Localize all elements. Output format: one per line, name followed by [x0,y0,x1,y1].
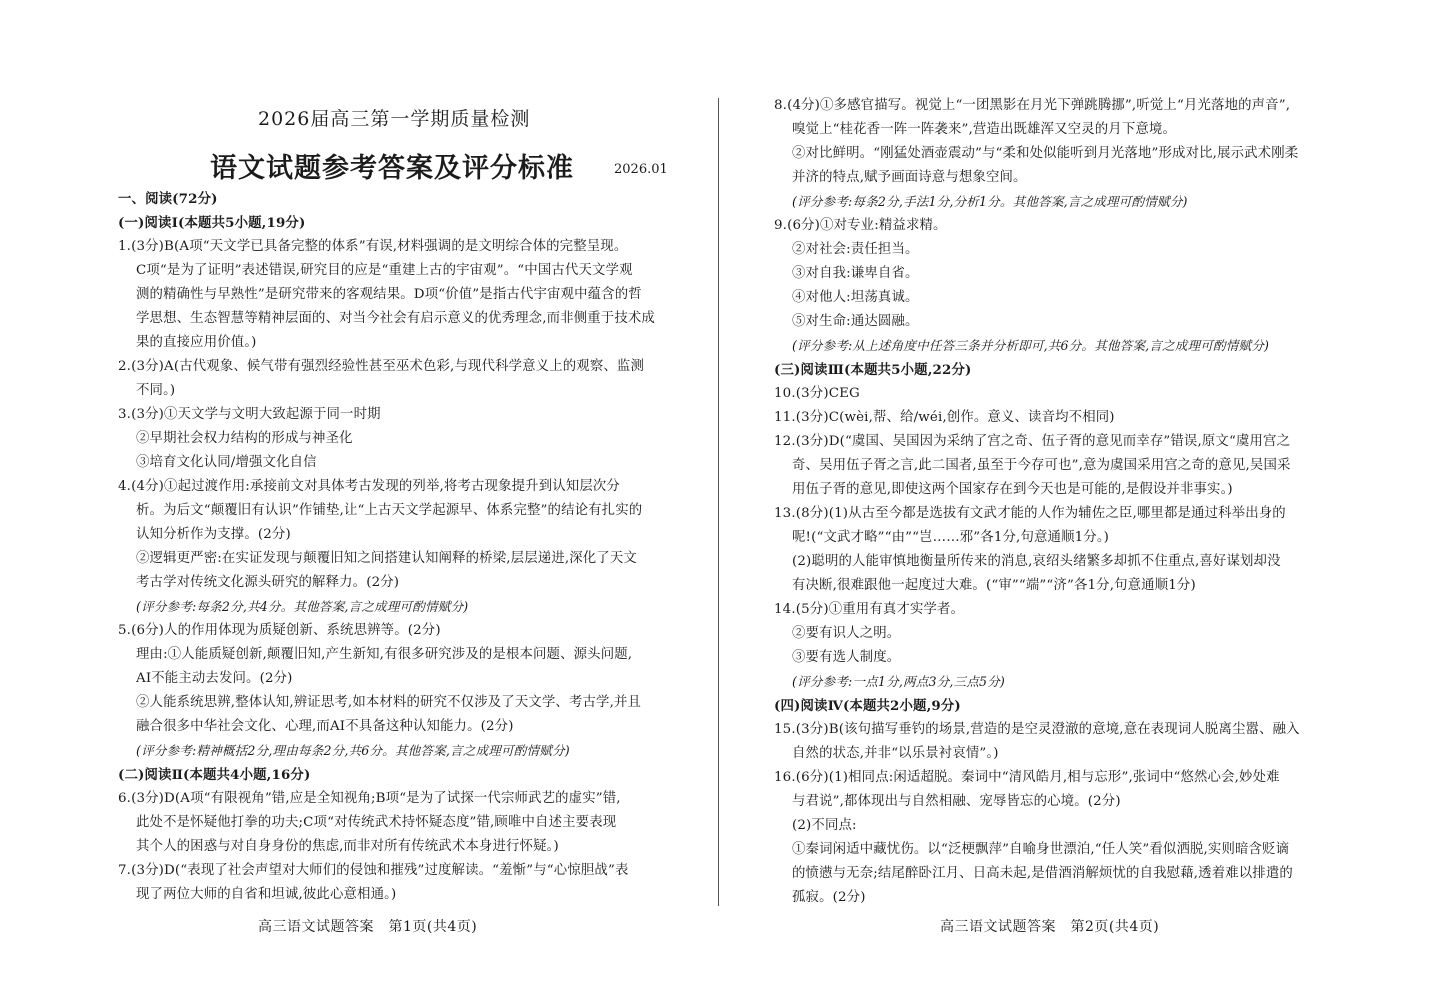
section-heading: 一、阅读(72分) [118,191,218,207]
answer-line: ①秦词闲适中藏忧伤。以“泛梗飘萍”自喻身世漂泊,“任人笑”看似洒脱,实则暗含贬谪 [792,842,1290,857]
subsection-heading: (二)阅读Ⅱ(本题共4小题,16分) [118,767,311,783]
answer-line: 学思想、生态智慧等精神层面的、对当今社会有启示意义的优秀理念,而非侧重于技术成 [136,311,655,326]
answer-line: ④对他人:坦荡真诚。 [792,290,919,305]
answer-line: (2)聪明的人能审慎地衡量所传来的消息,哀绍头绪繁多却抓不住重点,喜好谋划却没 [792,554,1281,569]
answer-line: 9.(6分)①对专业:精益求精。 [774,218,947,233]
answer-line: 7.(3分)D(“表现了社会声望对大师们的侵蚀和摧残”过度解读。“羞惭”与“心惊胆战”表 [118,863,629,878]
document-title: 语文试题参考答案及评分标准 [210,153,574,184]
page-divider [718,98,719,906]
answer-line: 融合很多中华社会文化、心理,而AI不具备这种认知能力。(2分) [136,719,514,734]
answer-line: ②逻辑更严密:在实证发现与颠覆旧知之间搭建认知阐释的桥梁,层层递进,深化了天文 [136,551,637,566]
answer-line: 此处不是怀疑他打拳的功夫;C项“对传统武术持怀疑态度”错,顾唯中自述主要表现 [136,815,617,830]
answer-line: 嗅觉上“桂花香一阵一阵袭来”,营造出既雄浑又空灵的月下意境。 [792,122,1176,137]
answer-line: 5.(6分)人的作用体现为质疑创新、系统思辨等。(2分) [118,623,441,638]
answer-line: 16.(6分)(1)相同点:闲适超脱。秦词中“清风皓月,相与忘形”,张词中“悠然心会,妙处难 [774,770,1280,785]
answer-line: 11.(3分)C(wèi,帮、给/wéi,创作。意义、读音均不相同) [774,410,1115,425]
scoring-note: (评分参考:每条2分,手法1分,分析1分。其他答案,言之成理可酌情赋分) [792,194,1188,209]
answer-line: 不同。) [136,383,176,398]
answer-line: ⑤对生命:通达圆融。 [792,314,919,329]
answer-line: 13.(8分)(1)从古至今都是选拔有文武才能的人作为辅佐之臣,哪里都是通过科举出身的 [774,506,1286,521]
answer-line: ②对比鲜明。“刚猛处酒壶震动”与“柔和处似能听到月光落地”形成对比,展示武术刚柔 [792,146,1299,161]
answer-line: 6.(3分)D(A项“有限视角”错,应是全知视角;B项“是为了试探一代宗师武艺的虚实”错, [118,791,621,806]
answer-line: 析。为后文“颠覆旧有认识”作铺垫,让“上古天文学起源早、体系完整”的结论有扎实的 [136,503,643,518]
scoring-note: (评分参考:每条2分,共4分。其他答案,言之成理可酌情赋分) [136,599,469,614]
answer-line: 的愤懑与无奈;结尾醉卧江月、日高未起,是借酒消解烦忧的自我慰藉,透着难以排遣的 [792,866,1293,881]
answer-line: ②人能系统思辨,整体认知,辨证思考,如本材料的研究不仅涉及了天文学、考古学,并且 [136,695,642,710]
answer-line: 8.(4分)①多感官描写。视觉上“一团黑影在月光下弹跳腾挪”,听觉上“月光落地的声音”, [774,98,1291,113]
answer-line: 4.(4分)①起过渡作用:承接前文对具体考古发现的列举,将考古现象提升到认知层次分 [118,479,620,494]
page-footer: 高三语文试题答案 第1页(共4页) [258,919,478,935]
subsection-heading: (四)阅读Ⅳ(本题共2小题,9分) [774,698,961,714]
scoring-note: (评分参考:一点1分,两点3分,三点5分) [792,674,1005,689]
answer-line: 有决断,很难跟他一起度过大难。(“审”“端”“济”各1分,句意通顺1分) [792,578,1196,593]
answer-line: 其个人的困惑与对自身身份的焦虑,而非对所有传统武术本身进行怀疑。) [136,839,559,854]
answer-line: 现了两位大师的自省和坦诚,彼此心意相通。) [136,887,397,902]
answer-line: 考古学对传统文化源头研究的解释力。(2分) [136,575,400,590]
answer-line: 认知分析作为支撑。(2分) [136,527,291,542]
exam-title: 2026届高三第一学期质量检测 [258,108,531,130]
answer-line: ②要有识人之明。 [792,626,901,641]
answer-line: 与君说”,都体现出与自然相融、宠辱皆忘的心境。(2分) [792,794,1121,809]
answer-line: 用伍子胥的意见,即使这两个国家存在到今天也是可能的,是假设并非事实。) [792,482,1233,497]
answer-line: 自然的状态,并非“以乐景衬哀情”。) [792,746,999,761]
answer-line: 呢!(“文武才略”“由”“岂……邪”各1分,句意通顺1分。) [792,530,1110,545]
answer-line: 10.(3分)CEG [774,386,860,401]
answer-line: 15.(3分)B(该句描写垂钓的场景,营造的是空灵澄澈的意境,意在表现词人脱离尘嚣、融入 [774,722,1300,737]
answer-line: 孤寂。(2分) [792,890,866,905]
subsection-heading: (三)阅读Ⅲ(本题共5小题,22分) [774,362,972,378]
page-footer: 高三语文试题答案 第2页(共4页) [940,919,1160,935]
answer-line: 3.(3分)①天文学与文明大致起源于同一时期 [118,407,381,422]
answer-line: ②对社会:责任担当。 [792,242,919,257]
answer-line: 14.(5分)①重用有真才实学者。 [774,602,965,617]
answer-line: 2.(3分)A(古代观象、候气带有强烈经验性甚至巫术色彩,与现代科学意义上的观察、监测 [118,359,645,374]
scoring-note: (评分参考:精神概括2分,理由每条2分,共6分。其他答案,言之成理可酌情赋分) [136,743,570,758]
answer-line: ③要有选人制度。 [792,650,901,665]
answer-line: ③培育文化认同/增强文化自信 [136,455,317,470]
answer-line: ③对自我:谦卑自省。 [792,266,919,281]
answer-line: 理由:①人能质疑创新,颠覆旧知,产生新知,有很多研究涉及的是根本问题、源头问题, [136,647,633,662]
answer-line: 12.(3分)D(“虞国、吴国因为采纳了宫之奇、伍子胥的意见而幸存”错误,原文“虞用宫之 [774,434,1291,449]
answer-line: 果的直接应用价值。) [136,335,257,350]
answer-line: 并济的特点,赋予画面诗意与想象空间。 [792,170,1027,185]
scoring-note: (评分参考:从上述角度中任答三条并分析即可,共6分。其他答案,言之成理可酌情赋分) [792,338,1270,353]
answer-line: C项“是为了证明”表述错误,研究目的应是“重建上古的宇宙观”。“中国古代天文学观 [136,263,633,278]
answer-line: 1.(3分)B(A项“天文学已具备完整的体系”有误,材料强调的是文明综合体的完整呈现。 [118,239,628,254]
answer-line: AI不能主动去发问。(2分) [136,671,293,686]
answer-line: 测的精确性与早熟性”是研究带来的客观结果。D项“价值”是指古代宇宙观中蕴含的哲 [136,287,642,302]
answer-line: (2)不同点: [792,818,857,833]
subsection-heading: (一)阅读Ⅰ(本题共5小题,19分) [118,215,306,231]
answer-line: ②早期社会权力结构的形成与神圣化 [136,431,353,446]
exam-date: 2026.01 [614,162,668,177]
answer-line: 奇、吴用伍子胥之言,此二国者,虽至于今存可也”,意为虞国采用宫之奇的意见,吴国采 [792,458,1291,473]
